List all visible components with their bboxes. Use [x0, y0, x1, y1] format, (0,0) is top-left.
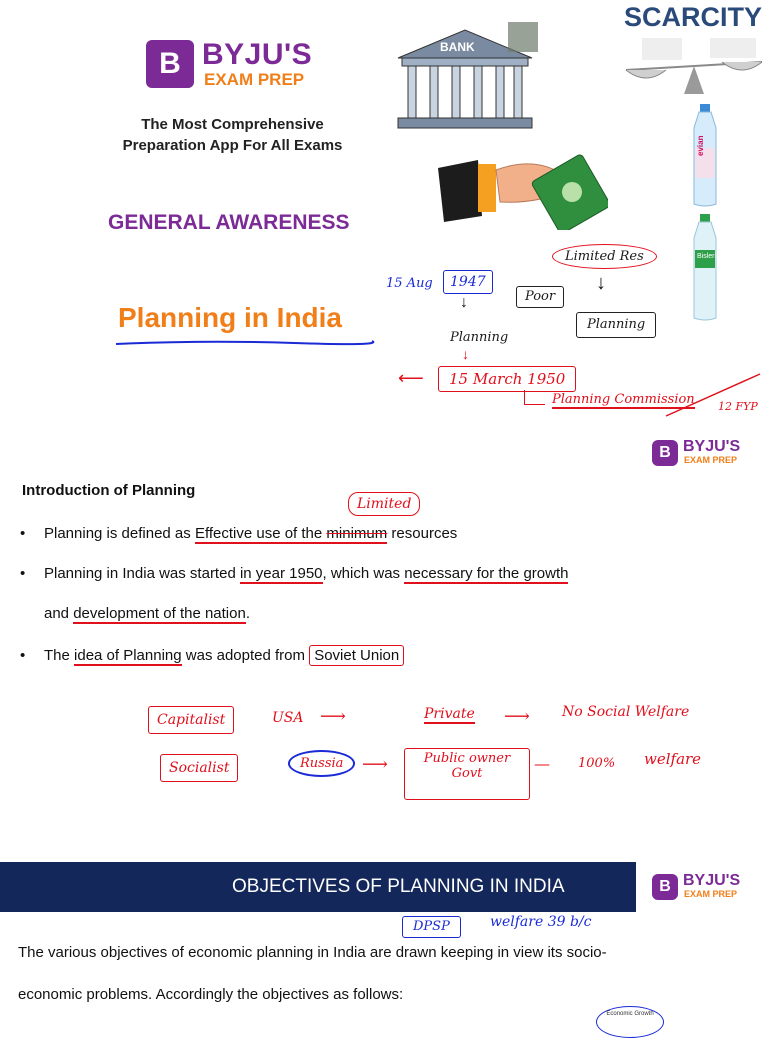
note-welfare: welfare: [644, 750, 702, 768]
note-hundred: 100%: [578, 756, 616, 771]
b1-strike: minimum: [326, 525, 388, 542]
bottle-label-1: evian: [696, 135, 705, 156]
objectives-para-1: The various objectives of economic planning in India are drawn keeping in view its socio-: [18, 944, 607, 961]
byjus-logo-small: [652, 438, 762, 468]
water-bottle-2: [690, 214, 720, 322]
note-govt: Govt: [451, 766, 483, 781]
logo-mark-small: B: [652, 440, 678, 466]
bank-icon: [390, 22, 540, 132]
note-socialist: Socialist: [160, 754, 238, 782]
bottle-label-2: Bisleri: [697, 253, 717, 260]
b2-underlined-3: development of the nation: [73, 605, 246, 622]
arrow-3: ⟶: [362, 754, 388, 775]
arrow-down: ↓: [460, 294, 468, 311]
logo-small-name: BYJU'S: [683, 872, 741, 889]
water-bottle-1: [690, 104, 720, 208]
logo-small-sub: EXAM PREP: [684, 455, 738, 465]
tagline-line-2: Preparation App For All Exams: [122, 137, 343, 154]
note-commission-bracket: [524, 390, 545, 405]
note-private: Private: [424, 706, 475, 722]
bullet-3: [20, 646, 740, 666]
note-commission: Planning Commission: [552, 392, 695, 407]
note-poor-box: Poor: [516, 286, 564, 308]
note-no-welfare: No Social Welfare: [562, 704, 690, 720]
economic-growth-node: [596, 1006, 664, 1038]
bullet-mark: •: [20, 525, 26, 542]
subject-heading: GENERAL AWARENESS: [108, 211, 350, 234]
bullet-2-line-2: [44, 604, 250, 624]
logo-mark: B: [146, 40, 194, 88]
note-fyp: 12 FYP: [718, 400, 758, 413]
note-welfare-39: welfare 39 b/c: [490, 914, 592, 930]
arrow-left: ⟵: [398, 368, 424, 388]
title-underline: [114, 338, 376, 348]
note-date: 15 Aug: [386, 276, 433, 291]
arrow-1: ⟶: [320, 706, 346, 727]
b2-line2-post: .: [245, 605, 250, 622]
page-title: [118, 302, 342, 334]
note-planning-box: Planning: [576, 312, 656, 338]
bottle-icon: [690, 214, 720, 322]
scarcity-illustration: [622, 0, 768, 100]
intro-limited-note: Limited: [348, 492, 420, 516]
b2-pre: Planning in India was started: [44, 565, 240, 582]
tagline-line-1: The Most Comprehensive: [141, 116, 324, 133]
bottle-icon: [690, 104, 720, 208]
bullet-1: [20, 524, 740, 544]
bullet-2: [20, 564, 740, 584]
note-public-box: [404, 748, 530, 800]
b1-pre: Planning is defined as: [44, 525, 195, 542]
note-year-box: 1947: [443, 270, 493, 294]
b2-mid: , which was: [322, 565, 405, 582]
b2-underlined-1: in year 1950: [239, 565, 323, 582]
b2-line2-pre: and: [44, 605, 74, 622]
logo-small-name: BYJU'S: [683, 438, 741, 455]
tagline: [100, 114, 365, 156]
hand-money-illustration: [438, 150, 608, 230]
logo-small-sub: EXAM PREP: [684, 889, 738, 899]
b3-boxed: Soviet Union: [309, 645, 404, 666]
bullet-mark: •: [20, 565, 26, 582]
logo-brand-sub: EXAM PREP: [204, 70, 305, 89]
b2-underlined-2: necessary for the growth: [404, 565, 569, 582]
objectives-banner: [0, 862, 636, 912]
b3-underlined: idea of Planning: [74, 647, 182, 664]
byjus-logo: [146, 40, 326, 92]
b3-mid: was adopted from: [181, 647, 310, 664]
scale-icon: [622, 34, 768, 98]
b1-post: resources: [387, 525, 458, 542]
bank-sign: BANK: [440, 40, 475, 54]
note-capitalist: Capitalist: [148, 706, 234, 734]
note-limited-res: Limited Res: [552, 244, 657, 269]
intro-heading: Introduction of Planning: [22, 482, 196, 499]
cash-hand-icon: [438, 150, 608, 230]
objectives-para-2: economic problems. Accordingly the objectives as follows:: [18, 986, 404, 1003]
note-usa: USA: [272, 710, 304, 726]
arrow-2: ⟶: [504, 706, 530, 727]
title-slide: [0, 0, 768, 465]
b3-pre: The: [44, 647, 75, 664]
note-march-box: 15 March 1950: [438, 366, 576, 392]
objectives-title: OBJECTIVES OF PLANNING IN INDIA: [232, 876, 565, 897]
scarcity-label: SCARCITY: [624, 2, 763, 32]
arrow-4: —: [534, 754, 550, 773]
logo-brand-name: BYJU'S: [202, 38, 313, 71]
logo-mark-small: B: [652, 874, 678, 900]
arrow-down-red: ↓: [462, 346, 469, 362]
note-planning: Planning: [450, 330, 509, 345]
b1-underlined: Effective use of the: [194, 525, 327, 542]
note-russia: Russia: [288, 750, 355, 777]
economic-growth-label: Economic Growth: [606, 1011, 654, 1017]
title-text: Planning in India: [118, 302, 342, 333]
note-dpsp: DPSP: [402, 916, 461, 938]
byjus-logo-small-2: [652, 872, 762, 902]
note-public: Public owner: [423, 751, 511, 766]
bank-illustration: [390, 22, 540, 132]
intro-section: [0, 474, 768, 814]
bullet-mark: •: [20, 647, 26, 664]
arrow-down-2: ↓: [596, 272, 606, 294]
